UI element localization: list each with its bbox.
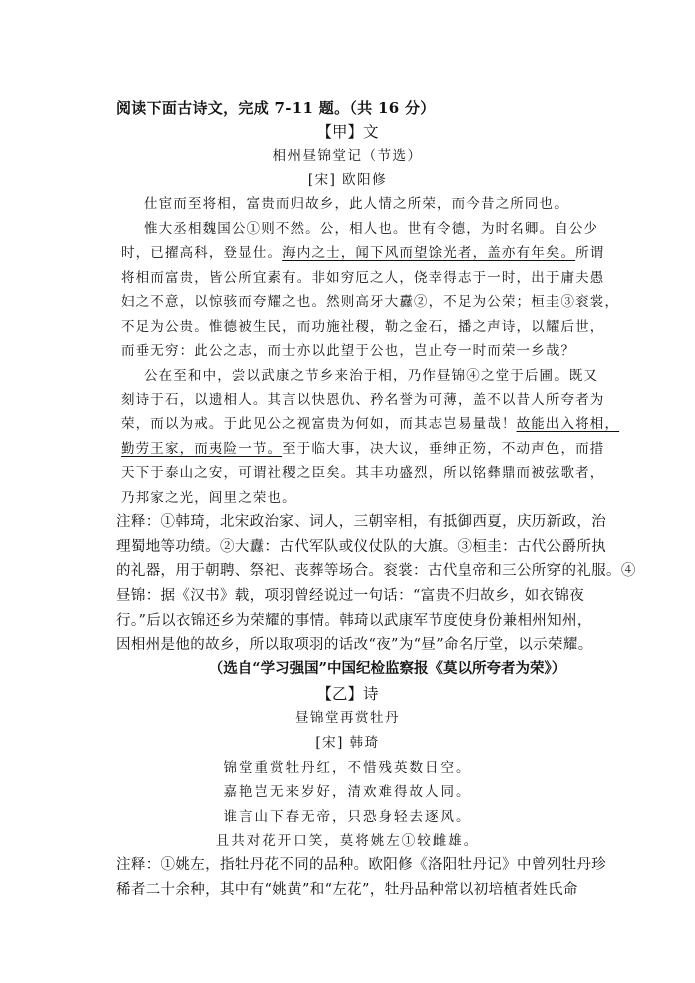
note-line: 注释：①姚左，指牡丹花不同的品种。欧阳修《洛阳牡丹记》中曾列牡丹珍 xyxy=(116,857,607,873)
text-line: 公在至和中，尝以武康之节乡来治于相，乃作昼锦④之堂于后圃。既又 xyxy=(144,368,599,384)
note-line: 昼锦：据《汉书》载，项羽曾经说过一句话：“富贵不归故乡，如衣锦夜 xyxy=(116,588,585,604)
underlined-phrase: 海内之士，闻下风而望馀光者，盖亦有年矣。 xyxy=(282,245,576,261)
text-line: 而垂无穷：此公之志，而士亦以此望于公也，岂止夸一时而荣一乡哉？ xyxy=(121,343,576,359)
part-a-author: [宋] 欧阳修 xyxy=(307,172,388,188)
text-line: 妇之不意，以惊骇而夸耀之也。然则高牙大纛②，不足为公荣；桓圭③衮裳， xyxy=(121,294,620,310)
text-line: 乃邦家之光，闾里之荣也。 xyxy=(121,490,297,506)
source-citation: （选自“学习强国”中国纪检监察报《莫以所夸者为荣》） xyxy=(208,660,567,677)
note-line: 稀者二十余种，其中有“姚黄”和“左花”，牡丹品种常以初培植者姓氏命 xyxy=(116,882,578,898)
underlined-phrase: 勤劳王家，而夷险一节。 xyxy=(121,441,283,457)
text-line: 仕宦而至将相，富贵而归故乡，此人情之所荣，而今昔之所同也。 xyxy=(144,196,569,212)
poem-verse: 锦堂重赏牡丹红，不惜残英数日空。 xyxy=(223,760,472,776)
text-line: 刻诗于石，以遗相人。其言以快恩仇、矜名誉为可薄，盖不以昔人所夸者为 xyxy=(121,392,605,408)
part-b-heading: 【乙】诗 xyxy=(316,685,379,703)
note-line: 理蜀地等功绩。②大纛：古代军队或仪仗队的大旗。③桓圭：古代公爵所执 xyxy=(116,539,607,555)
note-line: 行。”后以衣锦还乡为荣耀的事情。韩琦以武康军节度使身份兼相州知州， xyxy=(116,613,592,629)
note-line: 的礼器，用于朝聘、祭祀、丧葬等场合。衮裳：古代皇帝和三公所穿的礼服。④ xyxy=(116,563,636,579)
poem-verse: 且共对花开口笑，莫将姚左①较雌雄。 xyxy=(215,833,480,849)
text-line: 时，已擢高科，登显仕。海内之士，闻下风而望馀光者，盖亦有年矣。所谓 xyxy=(121,245,605,261)
note-line: 因相州是他的故乡，所以取项羽的话改“夜”为“昼”命名厅堂，以示荣耀。 xyxy=(116,637,593,653)
text-line: 不足为公贵。惟德被生民，而功施社稷，勒之金石，播之声诗，以耀后世， xyxy=(121,319,605,335)
text-line: 惟大丞相魏国公①则不然。公，相人也。世有令德，为时名卿。自公少 xyxy=(144,221,599,237)
text-line: 将相而富贵，皆公所宜素有。非如穷厄之人，侥幸得志于一时，出于庸夫愚 xyxy=(121,270,605,286)
poem-verse: 谁言山下春无帝，只恐身轻去逐风。 xyxy=(223,809,472,825)
text-line: 天下于泰山之安，可谓社稷之臣矣。其丰功盛烈，所以铭彝鼎而被弦歌者， xyxy=(121,465,605,481)
part-a-title: 相州昼锦堂记（节选） xyxy=(272,148,423,164)
text-line: 勤劳王家，而夷险一节。至于临大事，决大议，垂绅正笏，不动声色，而措 xyxy=(121,441,605,457)
part-b-author: [宋] 韩琦 xyxy=(315,735,380,751)
poem-verse: 嘉艳岂无来岁好，清欢难得故人同。 xyxy=(223,784,472,800)
underlined-phrase: 故能出入将相， xyxy=(516,416,620,432)
text-line: 荣，而以为戒。于此见公之视富贵为何如，而其志岂易量哉！故能出入将相， xyxy=(121,416,620,432)
question-prompt: 阅读下面古诗文，完成 7-11 题。（共 16 分） xyxy=(116,99,436,117)
note-line: 注释：①韩琦，北宋政治家、词人，三朝宰相，有抵御西夏，庆历新政，治 xyxy=(116,514,607,530)
part-b-title: 昼锦堂再赏牡丹 xyxy=(295,710,400,726)
part-a-heading: 【甲】文 xyxy=(316,123,379,141)
